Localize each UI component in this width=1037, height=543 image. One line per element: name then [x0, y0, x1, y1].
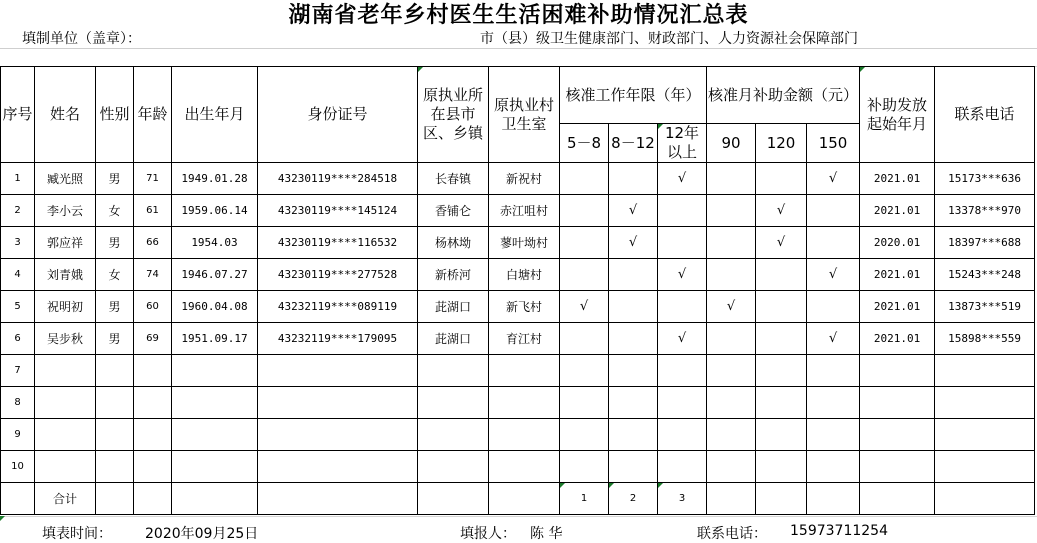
row-subsidy-120: √ — [756, 227, 807, 259]
header-seq: 序号 — [1, 67, 35, 163]
row-years-5-8 — [560, 355, 609, 387]
total-empty — [418, 483, 489, 515]
row-years-12plus — [658, 451, 707, 483]
table-row — [1, 355, 1035, 387]
row-age: 69 — [134, 323, 172, 355]
row-subsidy-120 — [756, 355, 807, 387]
summary-table — [0, 66, 1035, 515]
row-subsidy-120 — [756, 387, 807, 419]
row-age — [134, 419, 172, 451]
total-empty — [860, 483, 935, 515]
row-id — [258, 419, 418, 451]
row-town: 长春镇 — [418, 163, 489, 195]
row-years-8-12 — [609, 451, 658, 483]
row-seq: 9 — [1, 419, 35, 451]
row-subsidy-120 — [756, 259, 807, 291]
row-village: 育江村 — [489, 323, 560, 355]
row-years-5-8 — [560, 227, 609, 259]
row-town: 杨林坳 — [418, 227, 489, 259]
row-id: 43230119****277528 — [258, 259, 418, 291]
row-gender: 男 — [96, 291, 134, 323]
row-seq: 7 — [1, 355, 35, 387]
header-years-5-8: 5－8 — [560, 124, 609, 163]
table-row — [1, 387, 1035, 419]
row-years-5-8 — [560, 323, 609, 355]
row-years-12plus — [658, 419, 707, 451]
row-name — [35, 387, 96, 419]
row-years-8-12 — [609, 323, 658, 355]
row-birth: 1959.06.14 — [172, 195, 258, 227]
row-start — [860, 355, 935, 387]
row-name — [35, 419, 96, 451]
row-years-8-12 — [609, 259, 658, 291]
row-start: 2021.01 — [860, 195, 935, 227]
row-subsidy-150 — [807, 355, 860, 387]
row-subsidy-150 — [807, 419, 860, 451]
row-subsidy-120: √ — [756, 195, 807, 227]
row-age — [134, 387, 172, 419]
row-age: 74 — [134, 259, 172, 291]
row-town — [418, 355, 489, 387]
row-gender — [96, 419, 134, 451]
row-id: 43232119****179095 — [258, 323, 418, 355]
row-subsidy-150: √ — [807, 259, 860, 291]
row-subsidy-150 — [807, 451, 860, 483]
header-id: 身份证号 — [258, 67, 418, 163]
total-years-5-8: 1 — [560, 483, 609, 515]
row-age: 71 — [134, 163, 172, 195]
row-years-5-8 — [560, 387, 609, 419]
row-gender: 女 — [96, 259, 134, 291]
row-village — [489, 419, 560, 451]
row-years-8-12 — [609, 355, 658, 387]
row-age — [134, 451, 172, 483]
row-phone — [935, 387, 1035, 419]
row-birth — [172, 451, 258, 483]
total-empty — [807, 483, 860, 515]
row-subsidy-90 — [707, 259, 756, 291]
row-subsidy-120 — [756, 451, 807, 483]
row-seq: 8 — [1, 387, 35, 419]
row-start: 2021.01 — [860, 259, 935, 291]
row-years-12plus — [658, 227, 707, 259]
total-years-8-12: 2 — [609, 483, 658, 515]
row-name: 李小云 — [35, 195, 96, 227]
row-years-5-8 — [560, 259, 609, 291]
row-start: 2021.01 — [860, 291, 935, 323]
row-id — [258, 387, 418, 419]
row-seq: 6 — [1, 323, 35, 355]
row-subsidy-150 — [807, 227, 860, 259]
page-title: 湖南省老年乡村医生生活困难补助情况汇总表 — [288, 2, 749, 28]
row-phone — [935, 451, 1035, 483]
row-gender — [96, 387, 134, 419]
header-subsidy: 核准月补助金额（元） — [707, 67, 860, 124]
header-gender: 性别 — [96, 67, 134, 163]
row-gender: 男 — [96, 227, 134, 259]
row-years-8-12: √ — [609, 195, 658, 227]
row-start — [860, 387, 935, 419]
row-birth — [172, 387, 258, 419]
row-age — [134, 355, 172, 387]
total-label: 合计 — [35, 483, 96, 515]
row-village — [489, 355, 560, 387]
table-row — [1, 259, 1035, 291]
table-row — [1, 291, 1035, 323]
table-row — [1, 419, 1035, 451]
table-row — [1, 227, 1035, 259]
row-subsidy-90 — [707, 195, 756, 227]
table-row — [1, 195, 1035, 227]
row-years-8-12 — [609, 387, 658, 419]
fill-unit-row — [0, 30, 1037, 49]
row-gender: 男 — [96, 163, 134, 195]
departments-text: 市（县）级卫生健康部门、财政部门、人力资源社会保障部门 — [480, 31, 858, 47]
row-birth — [172, 419, 258, 451]
row-years-8-12 — [609, 419, 658, 451]
row-seq: 10 — [1, 451, 35, 483]
total-empty — [258, 483, 418, 515]
contact-phone-label: 联系电话： — [697, 526, 767, 542]
fill-time-label: 填表时间： — [42, 526, 112, 542]
filler-label: 填报人： — [460, 526, 516, 542]
row-subsidy-150: √ — [807, 323, 860, 355]
total-empty — [96, 483, 134, 515]
total-empty — [172, 483, 258, 515]
row-phone: 13378***970 — [935, 195, 1035, 227]
row-phone: 15243***248 — [935, 259, 1035, 291]
row-name: 刘青娥 — [35, 259, 96, 291]
row-years-12plus: √ — [658, 259, 707, 291]
row-birth: 1954.03 — [172, 227, 258, 259]
row-birth: 1960.04.08 — [172, 291, 258, 323]
row-gender: 男 — [96, 323, 134, 355]
row-name: 郭应祥 — [35, 227, 96, 259]
row-years-5-8 — [560, 195, 609, 227]
row-years-12plus — [658, 355, 707, 387]
row-village — [489, 451, 560, 483]
header-subsidy-120: 120 — [756, 124, 807, 163]
row-name: 祝明初 — [35, 291, 96, 323]
row-start — [860, 451, 935, 483]
row-phone — [935, 419, 1035, 451]
row-town: 香铺仑 — [418, 195, 489, 227]
row-birth — [172, 355, 258, 387]
row-id — [258, 451, 418, 483]
row-town — [418, 387, 489, 419]
filler-value: 陈 华 — [530, 526, 563, 542]
total-empty — [489, 483, 560, 515]
row-phone — [935, 355, 1035, 387]
row-subsidy-90 — [707, 355, 756, 387]
total-seq-cell — [1, 483, 35, 515]
row-start: 2020.01 — [860, 227, 935, 259]
total-empty — [935, 483, 1035, 515]
row-subsidy-120 — [756, 291, 807, 323]
row-birth: 1949.01.28 — [172, 163, 258, 195]
total-years-12plus: 3 — [658, 483, 707, 515]
row-years-5-8 — [560, 163, 609, 195]
header-subsidy-90: 90 — [707, 124, 756, 163]
row-subsidy-90 — [707, 451, 756, 483]
row-gender: 女 — [96, 195, 134, 227]
row-village: 新祝村 — [489, 163, 560, 195]
row-id — [258, 355, 418, 387]
cell-marker — [0, 516, 5, 521]
header-work-years: 核准工作年限（年） — [560, 67, 707, 124]
row-subsidy-90 — [707, 163, 756, 195]
row-age: 60 — [134, 291, 172, 323]
row-phone: 13873***519 — [935, 291, 1035, 323]
header-phone: 联系电话 — [935, 67, 1035, 163]
row-years-12plus — [658, 291, 707, 323]
row-name: 臧光照 — [35, 163, 96, 195]
row-start — [860, 419, 935, 451]
row-name: 吴步秋 — [35, 323, 96, 355]
row-village: 白塘村 — [489, 259, 560, 291]
table-row — [1, 451, 1035, 483]
row-years-5-8: √ — [560, 291, 609, 323]
row-subsidy-90 — [707, 323, 756, 355]
row-id: 43230119****145124 — [258, 195, 418, 227]
total-empty — [707, 483, 756, 515]
row-town — [418, 419, 489, 451]
row-subsidy-90 — [707, 419, 756, 451]
row-village — [489, 387, 560, 419]
row-years-8-12: √ — [609, 227, 658, 259]
row-id: 43230119****284518 — [258, 163, 418, 195]
row-age: 61 — [134, 195, 172, 227]
row-years-12plus — [658, 387, 707, 419]
total-empty — [134, 483, 172, 515]
row-subsidy-120 — [756, 323, 807, 355]
row-age: 66 — [134, 227, 172, 259]
row-years-8-12 — [609, 291, 658, 323]
row-village: 蓼叶坳村 — [489, 227, 560, 259]
row-subsidy-150: √ — [807, 163, 860, 195]
blank-row — [0, 48, 1037, 67]
row-seq: 4 — [1, 259, 35, 291]
row-seq: 2 — [1, 195, 35, 227]
row-phone: 15898***559 — [935, 323, 1035, 355]
row-town — [418, 451, 489, 483]
row-town: 新桥河 — [418, 259, 489, 291]
header-years-8-12: 8－12 — [609, 124, 658, 163]
row-village: 新飞村 — [489, 291, 560, 323]
row-subsidy-90: √ — [707, 291, 756, 323]
row-town: 茈湖口 — [418, 323, 489, 355]
row-phone: 15173***636 — [935, 163, 1035, 195]
footer — [0, 516, 1037, 542]
contact-phone-value: 15973711254 — [790, 523, 888, 539]
row-seq: 1 — [1, 163, 35, 195]
row-id: 43232119****089119 — [258, 291, 418, 323]
header-birth: 出生年月 — [172, 67, 258, 163]
row-years-12plus: √ — [658, 163, 707, 195]
header-start: 补助发放起始年月 — [860, 67, 935, 163]
row-seq: 5 — [1, 291, 35, 323]
header-age: 年龄 — [134, 67, 172, 163]
row-name — [35, 355, 96, 387]
header-years-12plus: 12年以上 — [658, 124, 707, 163]
header-village-clinic: 原执业村卫生室 — [489, 67, 560, 163]
row-subsidy-150 — [807, 195, 860, 227]
row-seq: 3 — [1, 227, 35, 259]
row-start: 2021.01 — [860, 163, 935, 195]
row-subsidy-150 — [807, 291, 860, 323]
header-subsidy-150: 150 — [807, 124, 860, 163]
row-years-5-8 — [560, 451, 609, 483]
row-years-8-12 — [609, 163, 658, 195]
table-row — [1, 323, 1035, 355]
header-town: 原执业所在县市区、乡镇 — [418, 67, 489, 163]
row-gender — [96, 451, 134, 483]
fill-unit-label: 填制单位（盖章）： — [22, 31, 141, 47]
row-town: 茈湖口 — [418, 291, 489, 323]
row-birth: 1946.07.27 — [172, 259, 258, 291]
row-subsidy-90 — [707, 387, 756, 419]
row-start: 2021.01 — [860, 323, 935, 355]
row-subsidy-90 — [707, 227, 756, 259]
row-birth: 1951.09.17 — [172, 323, 258, 355]
fill-time-value: 2020年09月25日 — [145, 526, 259, 542]
row-name — [35, 451, 96, 483]
row-phone: 18397***688 — [935, 227, 1035, 259]
row-years-12plus: √ — [658, 323, 707, 355]
row-village: 赤江咀村 — [489, 195, 560, 227]
header-name: 姓名 — [35, 67, 96, 163]
table-row — [1, 163, 1035, 195]
row-gender — [96, 355, 134, 387]
row-subsidy-120 — [756, 163, 807, 195]
row-id: 43230119****116532 — [258, 227, 418, 259]
row-subsidy-150 — [807, 387, 860, 419]
row-years-12plus — [658, 195, 707, 227]
row-subsidy-120 — [756, 419, 807, 451]
total-empty — [756, 483, 807, 515]
row-years-5-8 — [560, 419, 609, 451]
